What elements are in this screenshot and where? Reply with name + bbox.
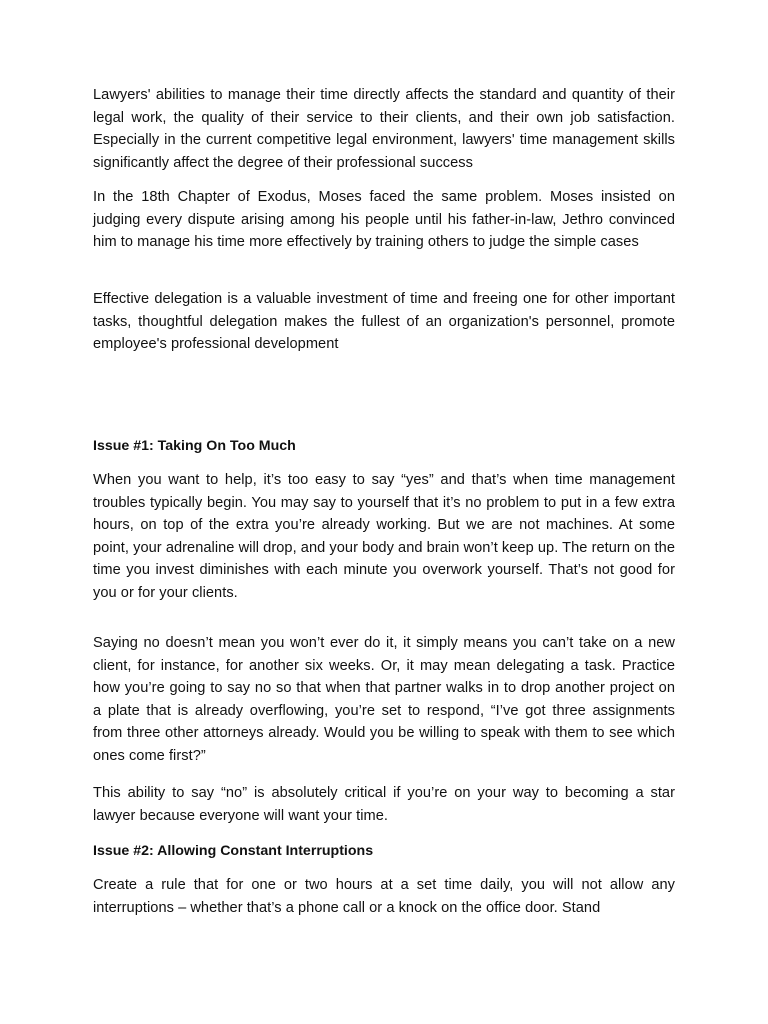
exodus-paragraph: In the 18th Chapter of Exodus, Moses faced the same problem. Moses insisted on judging every dispute arising among his people until his father-in-law, Jethro convinced him to manage his time more effectively by training others to judge the simple cases (93, 189, 675, 250)
intro-paragraph: Lawyers' abilities to manage their time directly affects the standard and quantity of their legal work, the quality of their service to their clients, and their own job satisfaction. Especially in the current competitive legal environment, lawyers' time management skills significantly affect the degree of their professional success (93, 87, 675, 171)
issue-1-paragraph-1: When you want to help, it’s too easy to say “yes” and that’s when time management troubles typically begin. You may say to yourself that it’s no problem to put in a few extra hours, on top of the extra you’re already working. But we are not machines. At some point, your adrenaline will drop, and your body and brain won’t keep up. The return on the time you invest diminishes with each minute you overwork yourself. That’s not good for you or for your clients. (93, 472, 675, 601)
issue-1-paragraph-2: Saying no doesn’t mean you won’t ever do it, it simply means you can’t take on a new client, for instance, for another six weeks. Or, it may mean delegating a task. Practice how you’re going to say no so that when that partner walks in to drop another project on a plate that is already overflowing, you’re set to respond, “I’ve got three assignments from three other attorneys already. Would you be willing to speak with them to see which ones come first?” (93, 635, 675, 764)
issue-2-paragraph-1: Create a rule that for one or two hours at a set time daily, you will not allow any interruptions – whether that’s a phone call or a knock on the office door. Stand (93, 877, 675, 916)
delegation-paragraph: Effective delegation is a valuable investment of time and freeing one for other important tasks, thoughtful delegation makes the fullest of an organization's personnel, promote employee's professional development (93, 291, 675, 352)
issue-1-paragraph-3: This ability to say “no” is absolutely critical if you’re on your way to becoming a star lawyer because everyone will want your time. (93, 785, 675, 824)
issue-1-heading: Issue #1: Taking On Too Much (93, 438, 296, 454)
issue-2-heading: Issue #2: Allowing Constant Interruptions (93, 843, 374, 859)
